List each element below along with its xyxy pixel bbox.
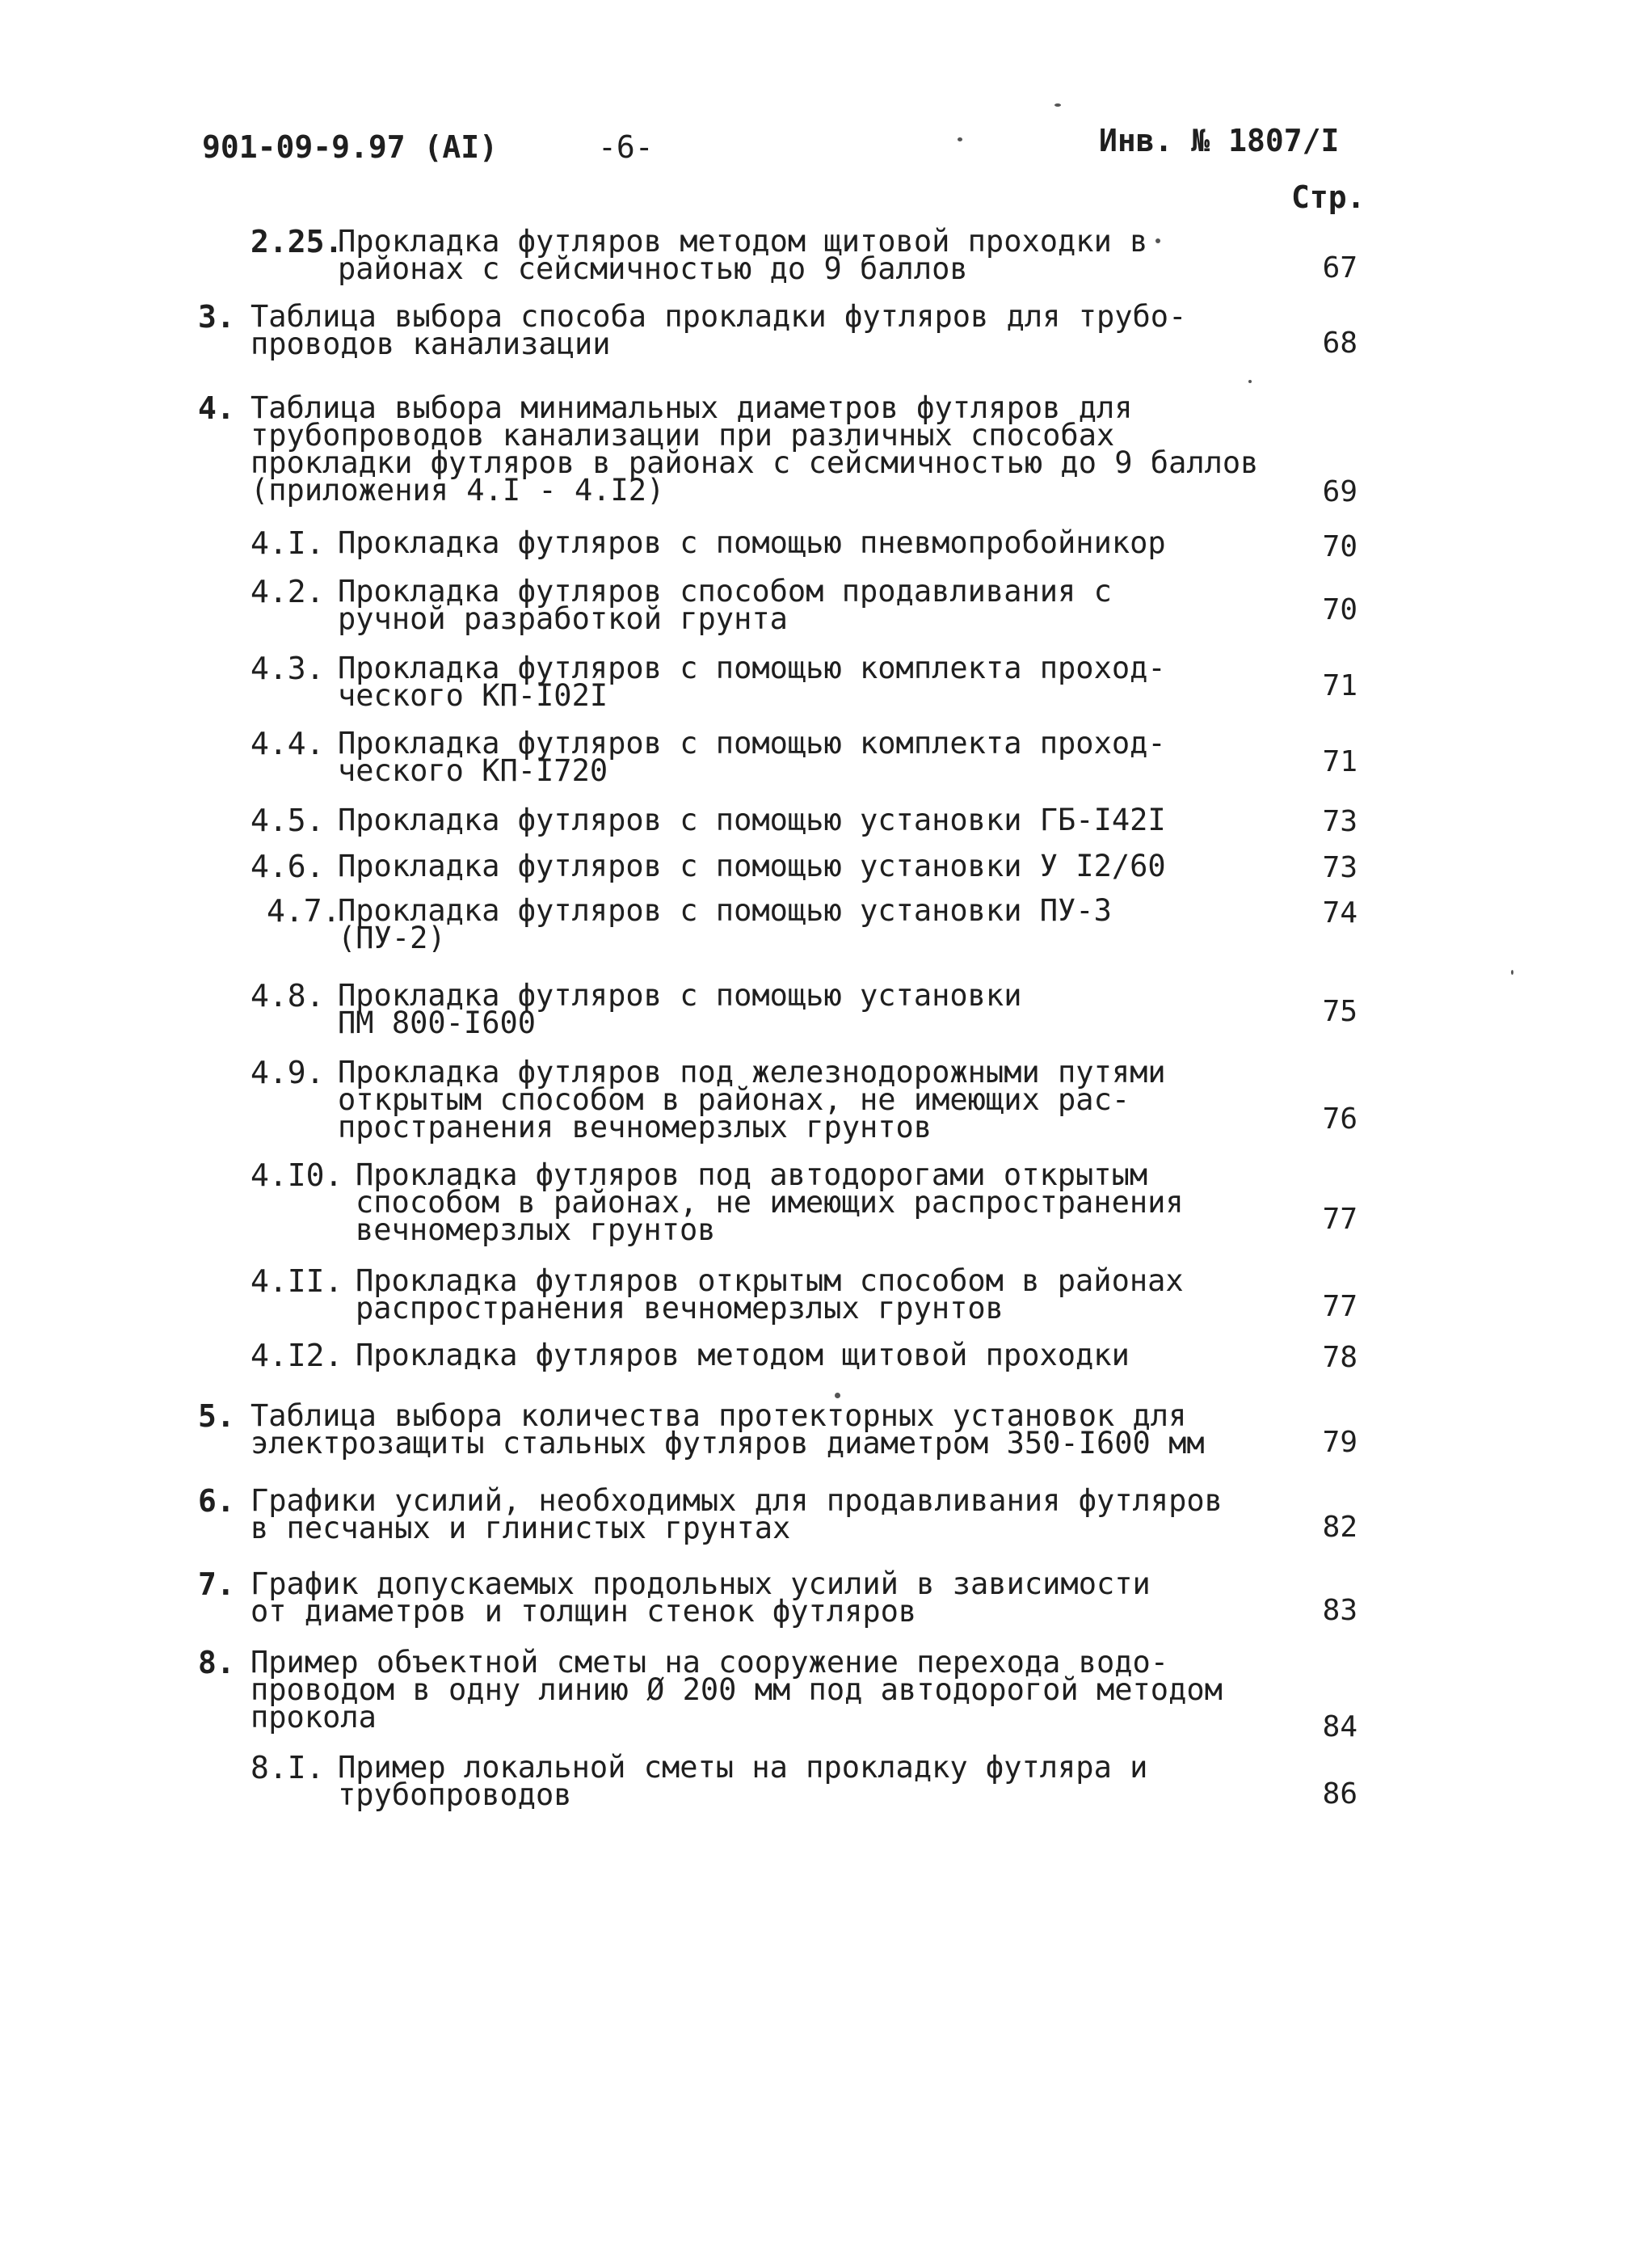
toc-entry-page: 77 (1322, 1290, 1358, 1323)
toc-entry-text-line: вечномерзлых грунтов (356, 1212, 716, 1247)
toc-entry-text-line: График допускаемых продольных усилий в зависимости (250, 1566, 1151, 1601)
toc-entry-number: 4.I0. (250, 1157, 343, 1193)
toc-entry-number: 6. (198, 1483, 235, 1519)
scan-speck (835, 1393, 840, 1398)
toc-entry-number: 4.7. (267, 893, 341, 929)
page-number: -6- (598, 129, 654, 165)
toc-entry-text-line: Прокладка футляров под железнодорожными путями (338, 1055, 1166, 1090)
toc-entry-number: 8. (198, 1645, 235, 1680)
toc-entry-number: 4. (198, 390, 235, 426)
scan-speck (1054, 103, 1061, 107)
toc-entry-text-line: ческого КП-I720 (338, 753, 608, 788)
toc-entry-page: 70 (1322, 530, 1358, 563)
toc-entry-text-line: (ПУ-2) (338, 921, 446, 955)
toc-entry-number: 4.5. (250, 803, 325, 838)
toc-entry-text-line: Прокладка футляров с помощью установки ПУ-3 (338, 893, 1112, 928)
toc-entry-page: 83 (1322, 1594, 1358, 1627)
toc-entry-page: 78 (1322, 1341, 1358, 1374)
toc-entry-text-line: Пример объектной сметы на сооружение перехода водо- (250, 1645, 1169, 1680)
toc-entry-number: 7. (198, 1566, 235, 1602)
toc-entry-text-line: от диаметров и толщин стенок футляров (250, 1594, 917, 1629)
toc-entry-text-line: прокладки футляров в районах с сейсмичностью до 9 баллов (250, 445, 1259, 480)
toc-entry-text-line: ПМ 800-I600 (338, 1005, 537, 1040)
toc-entry-page: 82 (1322, 1511, 1358, 1544)
toc-entry-text-line: распространения вечномерзлых грунтов (356, 1291, 1004, 1326)
toc-entry-number: 4.4. (250, 726, 325, 761)
toc-entry-number: 4.II. (250, 1263, 343, 1299)
toc-entry-page: 73 (1322, 805, 1358, 838)
toc-entry-text-line: проводов канализации (250, 327, 611, 361)
toc-entry-text-line: прокола (250, 1700, 377, 1735)
toc-entry-text-line: районах с сейсмичностью до 9 баллов (338, 251, 968, 286)
toc-entry-text-line: Прокладка футляров с помощью установки ГБ-I42I (338, 803, 1166, 837)
toc-entry-page: 86 (1322, 1777, 1358, 1811)
toc-entry-number: 5. (198, 1398, 235, 1434)
toc-entry-text-line: (приложения 4.I - 4.I2) (250, 473, 665, 508)
toc-entry-page: 67 (1322, 251, 1358, 285)
toc-entry-text-line: трубопроводов канализации при различных способах (250, 418, 1115, 453)
toc-entry-text-line: пространения вечномерзлых грунтов (338, 1110, 932, 1145)
toc-entry-page: 79 (1322, 1426, 1358, 1459)
toc-entry-text-line: Прокладка футляров с помощью комплекта проход- (338, 651, 1166, 685)
toc-entry-number: 4.2. (250, 574, 325, 609)
scan-speck (1155, 238, 1160, 243)
toc-entry-number: 2.25. (250, 224, 343, 259)
toc-entry-number: 4.8. (250, 978, 325, 1014)
toc-entry-number: 4.I. (250, 525, 325, 561)
toc-entry-page: 75 (1322, 995, 1358, 1028)
toc-entry-text-line: Таблица выбора количества протекторных установок для (250, 1398, 1187, 1433)
toc-entry-number: 4.3. (250, 651, 325, 686)
toc-entry-text-line: Прокладка футляров методом щитовой проходки (356, 1338, 1130, 1372)
toc-entry-text-line: в песчаных и глинистых грунтах (250, 1511, 791, 1545)
toc-entry-text-line: ручной разработкой грунта (338, 601, 788, 636)
document-code: 901-09-9.97 (AI) (202, 129, 499, 165)
toc-entry-page: 71 (1322, 669, 1358, 702)
toc-entry-number: 4.6. (250, 849, 325, 884)
scan-speck (1511, 970, 1513, 975)
toc-entry-text-line: Прокладка футляров под автодорогами открытым (356, 1157, 1148, 1192)
toc-entry-number: 4.I2. (250, 1338, 343, 1373)
toc-entry-text-line: Прокладка футляров с помощью пневмопробойникор (338, 525, 1166, 560)
inventory-number: Инв. № 1807/I (1099, 123, 1340, 158)
toc-entry-text-line: Прокладка футляров с помощью установки (338, 978, 1022, 1013)
toc-entry-text-line: Прокладка футляров с помощью комплекта проход- (338, 726, 1166, 761)
toc-entry-text-line: трубопроводов (338, 1777, 572, 1812)
toc-entry-page: 77 (1322, 1203, 1358, 1236)
toc-entry-text-line: Таблица выбора способа прокладки футляров для трубо- (250, 299, 1187, 334)
toc-entry-number: 3. (198, 299, 235, 335)
toc-entry-text-line: Таблица выбора минимальных диаметров футляров для (250, 390, 1133, 425)
toc-entry-text-line: способом в районах, не имеющих распространения (356, 1185, 1184, 1220)
toc-entry-number: 8.I. (250, 1750, 325, 1785)
toc-entry-number: 4.9. (250, 1055, 325, 1090)
toc-entry-text-line: Прокладка футляров открытым способом в районах (356, 1263, 1184, 1298)
toc-entry-text-line: Прокладка футляров способом продавливания с (338, 574, 1112, 609)
toc-entry-text-line: Пример локальной сметы на прокладку футляра и (338, 1750, 1148, 1785)
toc-entry-text-line: проводом в одну линию Ø 200 мм под автодорогой методом (250, 1672, 1223, 1707)
toc-entry-text-line: ческого КП-I02I (338, 678, 608, 713)
toc-entry-page: 73 (1322, 851, 1358, 884)
page-column-label: Стр. (1291, 179, 1366, 215)
scan-speck (1248, 380, 1252, 383)
toc-entry-text-line: Прокладка футляров методом щитовой проходки в (338, 224, 1148, 259)
toc-entry-text-line: Прокладка футляров с помощью установки У I2/60 (338, 849, 1166, 883)
toc-entry-page: 84 (1322, 1710, 1358, 1743)
toc-entry-page: 69 (1322, 475, 1358, 508)
toc-entry-page: 68 (1322, 327, 1358, 360)
toc-entry-text-line: открытым способом в районах, не имеющих рас- (338, 1082, 1130, 1117)
toc-entry-page: 74 (1322, 896, 1358, 930)
toc-entry-text-line: электрозащиты стальных футляров диаметром 350-I600 мм (250, 1426, 1205, 1461)
scan-speck (958, 137, 962, 141)
toc-entry-page: 71 (1322, 745, 1358, 778)
toc-entry-page: 76 (1322, 1102, 1358, 1136)
toc-entry-text-line: Графики усилий, необходимых для продавливания футляров (250, 1483, 1223, 1518)
toc-entry-page: 70 (1322, 593, 1358, 626)
